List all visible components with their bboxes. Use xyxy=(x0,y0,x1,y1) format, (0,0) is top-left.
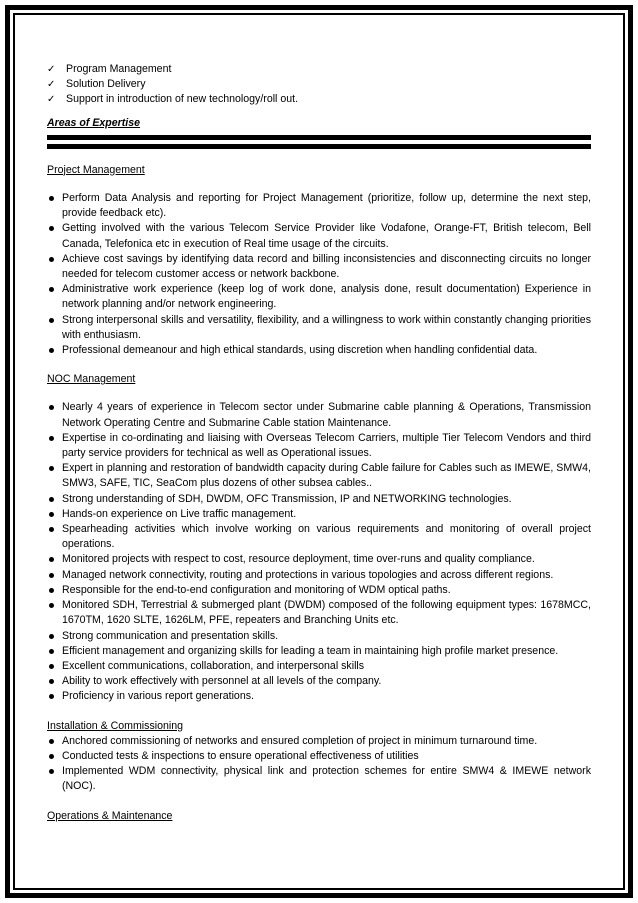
bullet-text: Strong interpersonal skills and versatility, flexibility, and a willingness to work within constantly changing priorities with enthusiasm. xyxy=(62,313,591,341)
checklist xyxy=(47,62,591,108)
subsection-heading: Installation & Commissioning xyxy=(47,719,184,732)
bullet-item xyxy=(47,313,591,343)
bullet-text: Ability to work effectively with personnel at all levels of the company. xyxy=(62,675,382,688)
bullet-text: Achieve cost savings by identifying data record and billing inconsistencies and disconnecting circuits no longer needed for telecom customer access or network backbone. xyxy=(62,252,591,281)
checkmark-icon: ✓ xyxy=(47,64,56,75)
bullet-text: Excellent communications, collaboration, and interpersonal skills xyxy=(62,659,365,672)
bullet-text: Perform Data Analysis and reporting for Project Management (prioritize, follow up, determine the next step, provide feedback etc). xyxy=(62,192,591,220)
resume-content xyxy=(47,62,591,837)
bullet-item xyxy=(47,400,591,430)
bullet-text: Strong understanding of SDH, DWDM, OFC Transmission, IP and NETWORKING technologies. xyxy=(62,492,512,505)
bullet-item xyxy=(47,629,591,644)
subsections xyxy=(47,163,591,824)
bullet-text: Expert in planning and restoration of bandwidth capacity during Cable failure for Cables such as IMEWE, SMW4, SMW3, SAFE, TIC, SeaCom plus dozens of other subsea cables.. xyxy=(62,462,591,490)
checklist-item: ✓ Support in introduction of new technology/roll out. xyxy=(47,92,591,107)
checkmark-icon: ✓ xyxy=(47,79,56,91)
bullet-item xyxy=(47,734,591,749)
bullet-item xyxy=(47,282,591,312)
checklist-item: ✓ Program Management xyxy=(47,62,591,77)
bullet-item xyxy=(47,343,591,358)
bullet-item xyxy=(47,492,591,507)
bullet-text: Spearheading activities which involve working on various requirements and monitoring of overall project operations. xyxy=(62,523,591,551)
bullet-text: Hands-on experience on Live traffic management. xyxy=(62,507,297,520)
bullet-item xyxy=(47,522,591,552)
bullet-text: Monitored SDH, Terrestrial & submerged plant (DWDM) composed of the following equipment types: 1678MCC, 1670TM, 1620 SLTE, 1626LM, PFE, repeaters and Branching Units etc. xyxy=(62,599,591,627)
bullet-text: Nearly 4 years of experience in Telecom sector under Submarine cable planning & Operations, Transmission Network Operating Centre and Submarine Cable station Maintenance. xyxy=(62,401,591,429)
bullet-item xyxy=(47,568,591,583)
bullet-item xyxy=(47,659,591,674)
bullet-list xyxy=(47,400,591,704)
bullet-text: Strong communication and presentation skills. xyxy=(62,629,279,642)
bullet-item xyxy=(47,749,591,764)
bullet-text: Managed network connectivity, routing and protections in various topologies and across different regions. xyxy=(62,568,554,581)
checklist-item: ✓ Solution Delivery xyxy=(47,77,591,92)
bullet-text: Proficiency in various report generations. xyxy=(62,690,254,703)
bullet-item xyxy=(47,461,591,491)
section-title-areas-of-expertise: Areas of Expertise xyxy=(47,116,141,129)
bullet-text: Responsible for the end-to-end configuration and monitoring of WDM optical paths. xyxy=(62,583,451,596)
bullet-item xyxy=(47,674,591,689)
bullet-item xyxy=(47,431,591,461)
bullet-item xyxy=(47,583,591,598)
bullet-item xyxy=(47,507,591,522)
bullet-item xyxy=(47,221,591,251)
bullet-item xyxy=(47,598,591,628)
bullet-item xyxy=(47,552,591,567)
bullet-list xyxy=(47,191,591,358)
bullet-list xyxy=(47,734,591,795)
checkmark-icon: ✓ xyxy=(47,94,56,106)
bullet-text: Getting involved with the various Telecom Service Provider like Vodafone, Orange-FT, British telecom, Bell Canada, Telefonica etc in execution of Real time usage of the circuits. xyxy=(62,222,591,250)
bullet-item xyxy=(47,644,591,659)
bullet-item xyxy=(47,252,591,282)
bullet-text: Expertise in co-ordinating and liaising with Overseas Telecom Carriers, multiple Tier Telecom Vendors and third party service providers for technical as well as Operational issues. xyxy=(62,431,591,460)
bullet-text: Efficient management and organizing skills for leading a team in maintaining high profile market presence. xyxy=(62,644,559,657)
bullet-item xyxy=(47,191,591,221)
divider xyxy=(47,135,591,140)
subsection-heading: Operations & Maintenance xyxy=(47,809,173,822)
subsection-heading: NOC Management xyxy=(47,373,136,386)
bullet-text: Implemented WDM connectivity, physical link and protection schemes for entire SMW4 & IMEWE network (NOC). xyxy=(62,765,591,793)
bullet-text: Administrative work experience (keep log of work done, analysis done, result documentation) Experience in network planning and/or network engineering. xyxy=(62,283,591,311)
bullet-text: Anchored commissioning of networks and ensured completion of project in minimum turnaround time. xyxy=(62,734,538,747)
bullet-text: Professional demeanour and high ethical standards, using discretion when handling confidential data. xyxy=(62,344,538,357)
bullet-text: Conducted tests & inspections to ensure operational effectiveness of utilities xyxy=(62,749,419,762)
bullet-item xyxy=(47,764,591,794)
bullet-item xyxy=(47,689,591,704)
bullet-text: Monitored projects with respect to cost, resource deployment, time over-runs and quality compliance. xyxy=(62,553,535,566)
subsection-heading: Project Management xyxy=(47,163,145,176)
divider xyxy=(47,144,591,149)
